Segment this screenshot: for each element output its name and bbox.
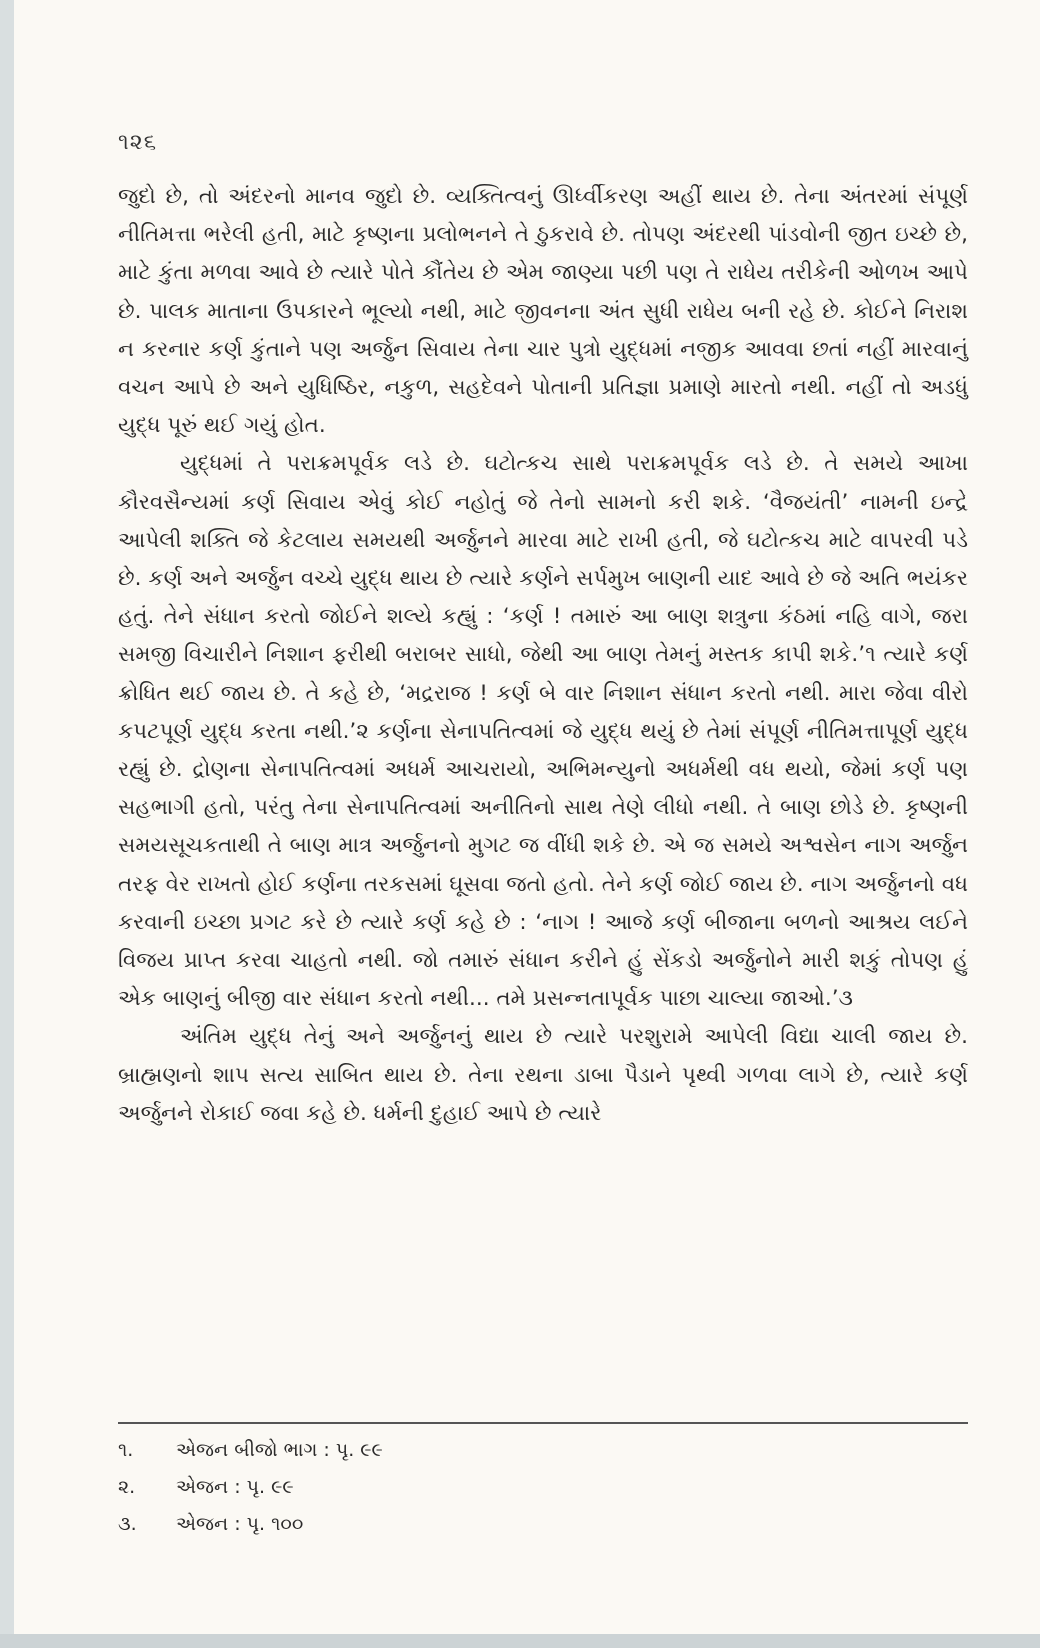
footnote-3-text: એજન : પૃ. ૧૦૦ xyxy=(176,1513,304,1535)
footnote-2-number: ૨. xyxy=(118,1476,136,1498)
footnote-2 xyxy=(118,1469,968,1506)
footnote-1 xyxy=(118,1432,968,1469)
paragraph-2: યુદ્ધમાં તે પરાક્રમપૂર્વક લડે છે. ઘટોત્કચ સાથે પરાક્રમપૂર્વક લડે છે. તે સમયે આખા કૌરવસૈન્યમાં કર્ણ સિવાય એવું કોઈ નહોતું જે તેનો સામનો કરી શકે. ‘વૈજયંતી’ નામની ઇન્દ્રે આપેલી શક્તિ જે કેટલાય સમયથી અર્જુનને મારવા માટે રાખી હતી, જે ઘટોત્કચ માટે વાપરવી પડે છે. કર્ણ અને અર્જુન વચ્ચે યુદ્ધ થાય છે ત્યારે કર્ણને સર્પમુખ બાણની યાદ આવે છે જે અતિ ભયંકર હતું. તેને સંધાન કરતો જોઈને શલ્યે કહ્યું : ‘કર્ણ ! તમારું આ બાણ શત્રુના કંઠમાં નહિ વાગે, જરા સમજી વિચારીને નિશાન ફરીથી બરાબર સાધો, જેથી આ બાણ તેમનું મસ્તક કાપી શકે.’૧ ત્યારે કર્ણ ક્રોધિત થઈ જાય છે. તે કહે છે, ‘મદ્રરાજ ! કર્ણ બે વાર નિશાન સંધાન કરતો નથી. મારા જેવા વીરો કપટપૂર્ણ યુદ્ધ કરતા નથી.’૨ કર્ણના સેનાપતિત્વમાં જે યુદ્ધ થયું છે તેમાં સંપૂર્ણ નીતિમત્તાપૂર્ણ યુદ્ધ રહ્યું છે. દ્રોણના સેનાપતિત્વમાં અધર્મ આચરાયો, અભિમન્યુનો અધર્મથી વધ થયો, જેમાં કર્ણ પણ સહભાગી હતો, પરંતુ તેના સેનાપતિત્વમાં અનીતિનો સાથ તેણે લીધો નથી. તે બાણ છોડે છે. કૃષ્ણની સમયસૂચકતાથી તે બાણ માત્ર અર્જુનનો મુગટ જ વીંધી શકે છે. એ જ સમયે અશ્વસેન નાગ અર્જુન તરફ વેર રાખતો હોઈ કર્ણના તરકસમાં ઘૂસવા જતો હતો. તેને કર્ણ જોઈ જાય છે. નાગ અર્જુનનો વધ કરવાની ઇચ્છા પ્રગટ કરે છે ત્યારે કર્ણ કહે છે : ‘નાગ ! આજે કર્ણ બીજાના બળનો આશ્રય લઈને વિજય પ્રાપ્ત કરવા ચાહતો નથી. જો તમારું સંધાન કરીને હું સેંકડો અર્જુનોને મારી શકું તોપણ હું એક બાણનું બીજી વાર સંધાન કરતો નથી... તમે પ્રસન્નતાપૂર્વક પાછા ચાલ્યા જાઓ.’૩ xyxy=(118,451,968,1012)
page-number: ૧૨૬ xyxy=(118,130,158,155)
scan-left-edge xyxy=(0,0,14,1648)
paragraph-1: જુદો છે, તો અંદરનો માનવ જુદો છે. વ્યક્તિત્વનું ઊર્ધ્વીકરણ અહીં થાય છે. તેના અંતરમાં સંપૂર્ણ નીતિમત્તા ભરેલી હતી, માટે કૃષ્ણના પ્રલોભનને તે ઠુકરાવે છે. તોપણ અંદરથી પાંડવોની જીત ઇચ્છે છે, માટે કુંતા મળવા આવે છે ત્યારે પોતે કૌંતેય છે એમ જાણ્યા પછી પણ તે રાધેય તરીકેની ઓળખ આપે છે. પાલક માતાના ઉપકારને ભૂલ્યો નથી, માટે જીવનના અંત સુધી રાધેય બની રહે છે. કોઈને નિરાશ ન કરનાર કર્ણ કુંતાને પણ અર્જુન સિવાય તેના ચાર પુત્રો યુદ્ધમાં નજીક આવવા છતાં નહીં મારવાનું વચન આપે છે અને યુધિષ્ઠિર, નકુળ, સહદેવને પોતાની પ્રતિજ્ઞા પ્રમાણે મારતો નથી. નહીં તો અડધું યુદ્ધ પૂરું થઈ ગયું હોત. xyxy=(118,184,968,439)
footnote-1-text: એજન બીજો ભાગ : પૃ. ૯૯ xyxy=(176,1439,383,1461)
body-text xyxy=(118,178,968,1133)
scan-bottom-edge xyxy=(0,1634,1040,1648)
footnote-2-text: એજન : પૃ. ૯૯ xyxy=(176,1476,294,1498)
footnote-3 xyxy=(118,1506,968,1543)
paragraph-3: અંતિમ યુદ્ધ તેનું અને અર્જુનનું થાય છે ત્યારે પરશુરામે આપેલી વિદ્યા ચાલી જાય છે. બ્રાહ્મણનો શાપ સત્ય સાબિત થાય છે. તેના રથના ડાબા પૈડાને પૃથ્વી ગળવા લાગે છે, ત્યારે કર્ણ અર્જુનને રોકાઈ જવા કહે છે. ધર્મની દુહાઈ આપે છે ત્યારે xyxy=(118,1024,968,1126)
footnote-3-number: ૩. xyxy=(118,1513,137,1535)
footnote-1-number: ૧. xyxy=(118,1439,134,1461)
footnotes xyxy=(118,1432,968,1543)
footnote-divider xyxy=(118,1422,968,1424)
